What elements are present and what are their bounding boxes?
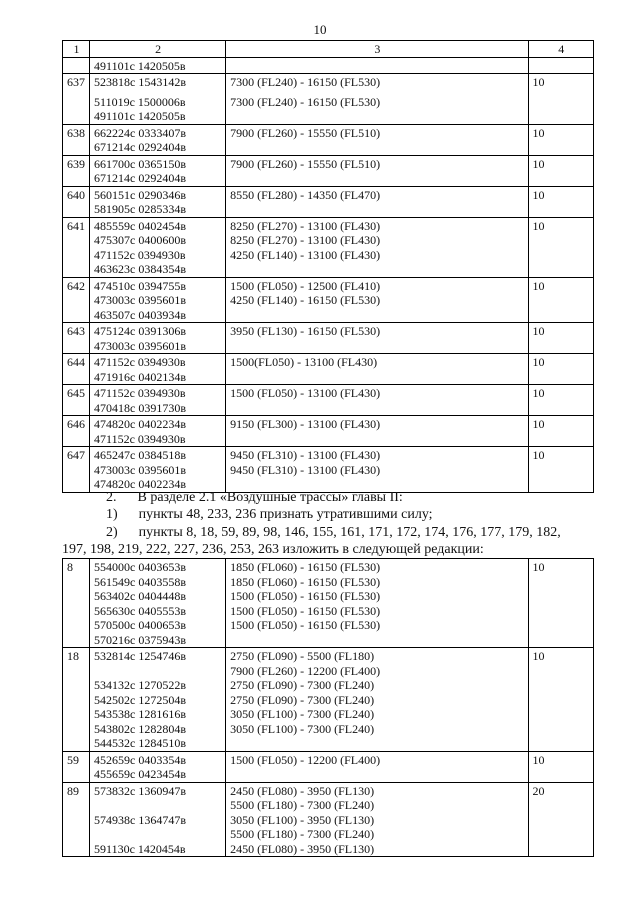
route-points-cell — [90, 447, 226, 493]
route-number-cell — [63, 74, 90, 125]
route-width: 10 — [532, 187, 545, 202]
route-number-cell — [63, 186, 90, 217]
route-point: 511019с 1500006в — [94, 94, 186, 109]
flight-levels-cell — [226, 277, 528, 323]
width-cell — [528, 124, 593, 155]
route-point: 470418с 0391730в — [94, 400, 187, 415]
route-number — [67, 59, 86, 74]
route-point: 570500с 0400653в — [94, 618, 187, 632]
route-point: 554000с 0403653в — [94, 560, 187, 574]
route-width: 10 — [532, 448, 545, 462]
route-point: 465247с 0384518в — [94, 448, 187, 462]
table-row — [63, 323, 594, 354]
flight-level-range: 9450 (FL310) - 13100 (FL430) — [230, 462, 381, 477]
route-width: 10 — [532, 218, 545, 233]
route-number-cell — [63, 323, 90, 354]
width-cell — [528, 186, 593, 217]
route-point: 543802с 1282804в — [94, 721, 187, 736]
route-number-cell — [63, 385, 90, 416]
route-point: 491101с 1420505в — [94, 58, 186, 73]
flight-level-range: 4250 (FL140) - 13100 (FL430) — [230, 247, 381, 262]
route-number: 639 — [67, 156, 85, 171]
flight-level-range: 3050 (FL100) - 7300 (FL240) — [230, 707, 375, 721]
route-number-cell — [63, 782, 90, 857]
flight-levels-cell — [226, 447, 528, 493]
route-number-cell — [63, 416, 90, 447]
flight-level-range: 2750 (FL090) - 5500 (FL180) — [230, 649, 375, 663]
width-cell — [528, 323, 593, 354]
route-width: 10 — [532, 649, 545, 663]
table-row — [63, 559, 594, 648]
width-cell — [528, 751, 593, 782]
route-width: 10 — [532, 75, 545, 89]
table-row — [63, 751, 594, 782]
route-number: 640 — [67, 187, 85, 202]
route-points-cell — [90, 782, 226, 857]
table-row — [63, 416, 594, 447]
flight-level-range: 8250 (FL270) - 13100 (FL430) — [230, 218, 381, 233]
route-number-cell — [63, 155, 90, 186]
width-cell — [528, 447, 593, 493]
width-cell — [528, 648, 593, 752]
route-point: 542502с 1272504в — [94, 692, 187, 707]
table-row — [63, 155, 594, 186]
route-point: 570216с 0375943в — [94, 632, 187, 647]
route-point: 463507с 0403934в — [94, 307, 187, 322]
flight-levels-cell — [226, 559, 528, 648]
route-point: 671214с 0292404в — [94, 171, 187, 185]
flight-level-range: 1500 (FL050) - 16150 (FL530) — [230, 603, 381, 618]
page-number: 10 — [313, 22, 327, 37]
table-row — [63, 57, 594, 74]
route-point: 581905с 0285334в — [94, 202, 187, 216]
table-row — [63, 74, 594, 125]
flight-levels-cell — [226, 782, 528, 857]
route-point: 471152с 0394930в — [94, 355, 186, 369]
route-point: 544532с 1284510в — [94, 736, 187, 750]
route-number: 647 — [67, 448, 85, 462]
flight-level-range: 2750 (FL090) - 7300 (FL240) — [230, 692, 375, 707]
flight-levels-cell — [226, 124, 528, 155]
width-cell — [528, 385, 593, 416]
route-points-cell — [90, 57, 226, 74]
route-number: 643 — [67, 324, 85, 338]
header-cell: 4 — [528, 41, 593, 58]
flight-level-range: 9450 (FL310) - 13100 (FL430) — [230, 448, 381, 462]
route-width: 10 — [532, 156, 545, 171]
route-number: 89 — [67, 783, 79, 798]
route-point: 561549с 0403558в — [94, 574, 187, 589]
route-number-cell — [63, 57, 90, 74]
flight-level-range: 1500(FL050) - 13100 (FL430) — [230, 355, 378, 369]
header-cell: 1 — [63, 41, 90, 58]
route-number-cell — [63, 447, 90, 493]
route-number: 18 — [67, 649, 79, 663]
flight-level-range: 7900 (FL260) - 15550 (FL510) — [230, 125, 381, 140]
flight-levels-cell — [226, 354, 528, 385]
route-point: 474820с 0402234в — [94, 417, 187, 431]
width-cell — [528, 782, 593, 857]
route-point: 473003с 0395601в — [94, 462, 187, 477]
paragraph-item-2: 2. В разделе 2.1 «Воздушные трассы» главы II: — [106, 490, 403, 505]
route-point — [94, 827, 222, 842]
route-points-cell — [90, 124, 226, 155]
flight-level-range: 1850 (FL060) - 16150 (FL530) — [230, 574, 381, 589]
flight-level-range: 5500 (FL180) - 7300 (FL240) — [230, 798, 375, 812]
width-cell — [528, 155, 593, 186]
route-width: 10 — [532, 560, 545, 574]
width-cell — [528, 57, 593, 74]
table-row — [63, 782, 594, 857]
flight-level-range: 1500 (FL050) - 12200 (FL400) — [230, 752, 381, 767]
width-cell — [528, 217, 593, 277]
table-row — [63, 217, 594, 277]
flight-level-range: 3950 (FL130) - 16150 (FL530) — [230, 324, 381, 338]
route-number: 8 — [67, 560, 73, 574]
route-point: 474510с 0394755в — [94, 278, 187, 293]
route-points-cell — [90, 217, 226, 277]
route-point: 591130с 1420454в — [94, 841, 186, 856]
route-number: 642 — [67, 278, 85, 293]
route-points-cell — [90, 648, 226, 752]
route-point: 455659с 0423454в — [94, 767, 187, 781]
flight-level-range: 7300 (FL240) - 16150 (FL530) — [230, 94, 381, 109]
route-number: 646 — [67, 417, 85, 431]
route-width: 10 — [532, 125, 545, 140]
flight-level-range: 7900 (FL260) - 12200 (FL400) — [230, 663, 381, 678]
route-number: 641 — [67, 218, 85, 233]
flight-level-range: 2450 (FL080) - 3950 (FL130) — [230, 783, 375, 798]
route-point: 475124с 0391306в — [94, 324, 187, 338]
route-points-cell — [90, 751, 226, 782]
flight-level-range: 1500 (FL050) - 16150 (FL530) — [230, 589, 381, 603]
flight-level-range: 3050 (FL100) - 7300 (FL240) — [230, 721, 375, 736]
route-point: 560151с 0290346в — [94, 187, 187, 202]
width-cell — [528, 559, 593, 648]
table-header-row — [63, 41, 594, 58]
flight-levels-cell — [226, 57, 528, 74]
flight-level-range: 4250 (FL140) - 16150 (FL530) — [230, 293, 381, 307]
route-point: 491101с 1420505в — [94, 109, 186, 123]
route-number: 59 — [67, 752, 79, 767]
flight-levels-cell — [226, 385, 528, 416]
table-row — [63, 124, 594, 155]
route-points-cell — [90, 416, 226, 447]
flight-level-range: 7900 (FL260) - 15550 (FL510) — [230, 156, 381, 171]
flight-level-range: 5500 (FL180) - 7300 (FL240) — [230, 827, 375, 841]
table-row — [63, 354, 594, 385]
route-point — [94, 664, 222, 679]
route-number-cell — [63, 277, 90, 323]
route-number: 645 — [67, 386, 85, 400]
route-point: 475307с 0400600в — [94, 233, 187, 247]
route-number: 638 — [67, 125, 85, 140]
route-width — [533, 59, 590, 74]
route-number-cell — [63, 217, 90, 277]
paragraph-subitem-2-continued: 197, 198, 219, 222, 227, 236, 253, 263 изложить в следующей редакции: — [62, 542, 484, 557]
route-point: 671214с 0292404в — [94, 140, 187, 154]
flight-levels-cell — [226, 416, 528, 447]
route-width: 10 — [532, 386, 545, 400]
route-points-cell — [90, 385, 226, 416]
route-point: 534132с 1270522в — [94, 678, 187, 692]
route-points-cell — [90, 354, 226, 385]
route-number-cell — [63, 124, 90, 155]
flight-levels-cell — [226, 74, 528, 125]
flight-level-range: 1500 (FL050) - 12500 (FL410) — [230, 278, 381, 293]
route-number-cell — [63, 751, 90, 782]
route-points-cell — [90, 186, 226, 217]
flight-level-range: 1850 (FL060) - 16150 (FL530) — [230, 560, 381, 574]
flight-levels-cell — [226, 186, 528, 217]
route-point: 523818с 1543142в — [94, 75, 187, 89]
route-point: 532814с 1254746в — [94, 649, 187, 663]
paragraph-subitem-2: 2) пункты 8, 18, 59, 89, 98, 146, 155, 161, 171, 172, 174, 176, 177, 179, 182, — [106, 525, 561, 540]
flight-levels-cell — [226, 323, 528, 354]
header-cell: 3 — [226, 41, 528, 58]
flight-levels-cell — [226, 217, 528, 277]
route-width: 10 — [532, 278, 545, 293]
route-number-cell — [63, 354, 90, 385]
flight-level-range: 2450 (FL080) - 3950 (FL130) — [230, 841, 375, 856]
route-points-cell — [90, 559, 226, 648]
route-number-cell — [63, 559, 90, 648]
flight-level-range: 8250 (FL270) - 13100 (FL430) — [230, 233, 381, 247]
route-point: 543538с 1281616в — [94, 707, 187, 721]
header-cell: 2 — [90, 41, 226, 58]
route-point: 473003с 0395601в — [94, 293, 187, 307]
flight-levels-cell — [226, 155, 528, 186]
flight-level-range: 7300 (FL240) - 16150 (FL530) — [230, 75, 381, 89]
route-points-cell — [90, 323, 226, 354]
route-width: 10 — [532, 355, 545, 369]
route-point: 662224с 0333407в — [94, 125, 187, 140]
flight-level-range: 3050 (FL100) - 3950 (FL130) — [230, 812, 375, 827]
route-point — [94, 798, 222, 813]
width-cell — [528, 74, 593, 125]
route-point: 471152с 0394930в — [94, 386, 186, 400]
flight-levels-cell — [226, 751, 528, 782]
table-row — [63, 277, 594, 323]
width-cell — [528, 277, 593, 323]
table-row — [63, 648, 594, 752]
table-row — [63, 186, 594, 217]
route-points-cell — [90, 74, 226, 125]
airways-table-continued — [62, 40, 594, 493]
route-point: 471916с 0402134в — [94, 369, 187, 384]
route-point: 573832с 1360947в — [94, 783, 187, 798]
route-point: 463623с 0384354в — [94, 262, 187, 276]
paragraph-subitem-1: 1) пункты 48, 233, 236 признать утратившими силу; — [106, 507, 433, 522]
flight-level-range: 9150 (FL300) - 13100 (FL430) — [230, 417, 381, 431]
route-points-cell — [90, 277, 226, 323]
route-point: 661700с 0365150в — [94, 156, 187, 171]
flight-level-range: 8550 (FL280) - 14350 (FL470) — [230, 187, 381, 202]
table-row — [63, 385, 594, 416]
route-width: 10 — [532, 752, 545, 767]
route-point: 471152с 0394930в — [94, 247, 186, 262]
route-point: 574938с 1364747в — [94, 812, 187, 827]
flight-level-range: 1500 (FL050) - 16150 (FL530) — [230, 618, 381, 632]
route-width: 20 — [532, 783, 545, 798]
table-row — [63, 447, 594, 493]
route-point: 473003с 0395601в — [94, 338, 187, 353]
flight-level-range: 1500 (FL050) - 13100 (FL430) — [230, 386, 381, 400]
route-number-cell — [63, 648, 90, 752]
route-point: 474820с 0402234в — [94, 477, 187, 491]
route-point: 563402с 0404448в — [94, 589, 187, 603]
route-number: 644 — [67, 355, 85, 369]
route-point: 565630с 0405553в — [94, 603, 187, 618]
airways-table-new — [62, 558, 594, 857]
width-cell — [528, 416, 593, 447]
route-width: 10 — [532, 417, 545, 431]
route-width: 10 — [532, 324, 545, 338]
route-point: 452659с 0403354в — [94, 752, 187, 767]
route-number: 637 — [67, 75, 85, 89]
width-cell — [528, 354, 593, 385]
flight-level-range: 2750 (FL090) - 7300 (FL240) — [230, 678, 375, 692]
route-point: 485559с 0402454в — [94, 218, 187, 233]
route-points-cell — [90, 155, 226, 186]
route-point: 471152с 0394930в — [94, 431, 186, 446]
flight-levels-cell — [226, 648, 528, 752]
